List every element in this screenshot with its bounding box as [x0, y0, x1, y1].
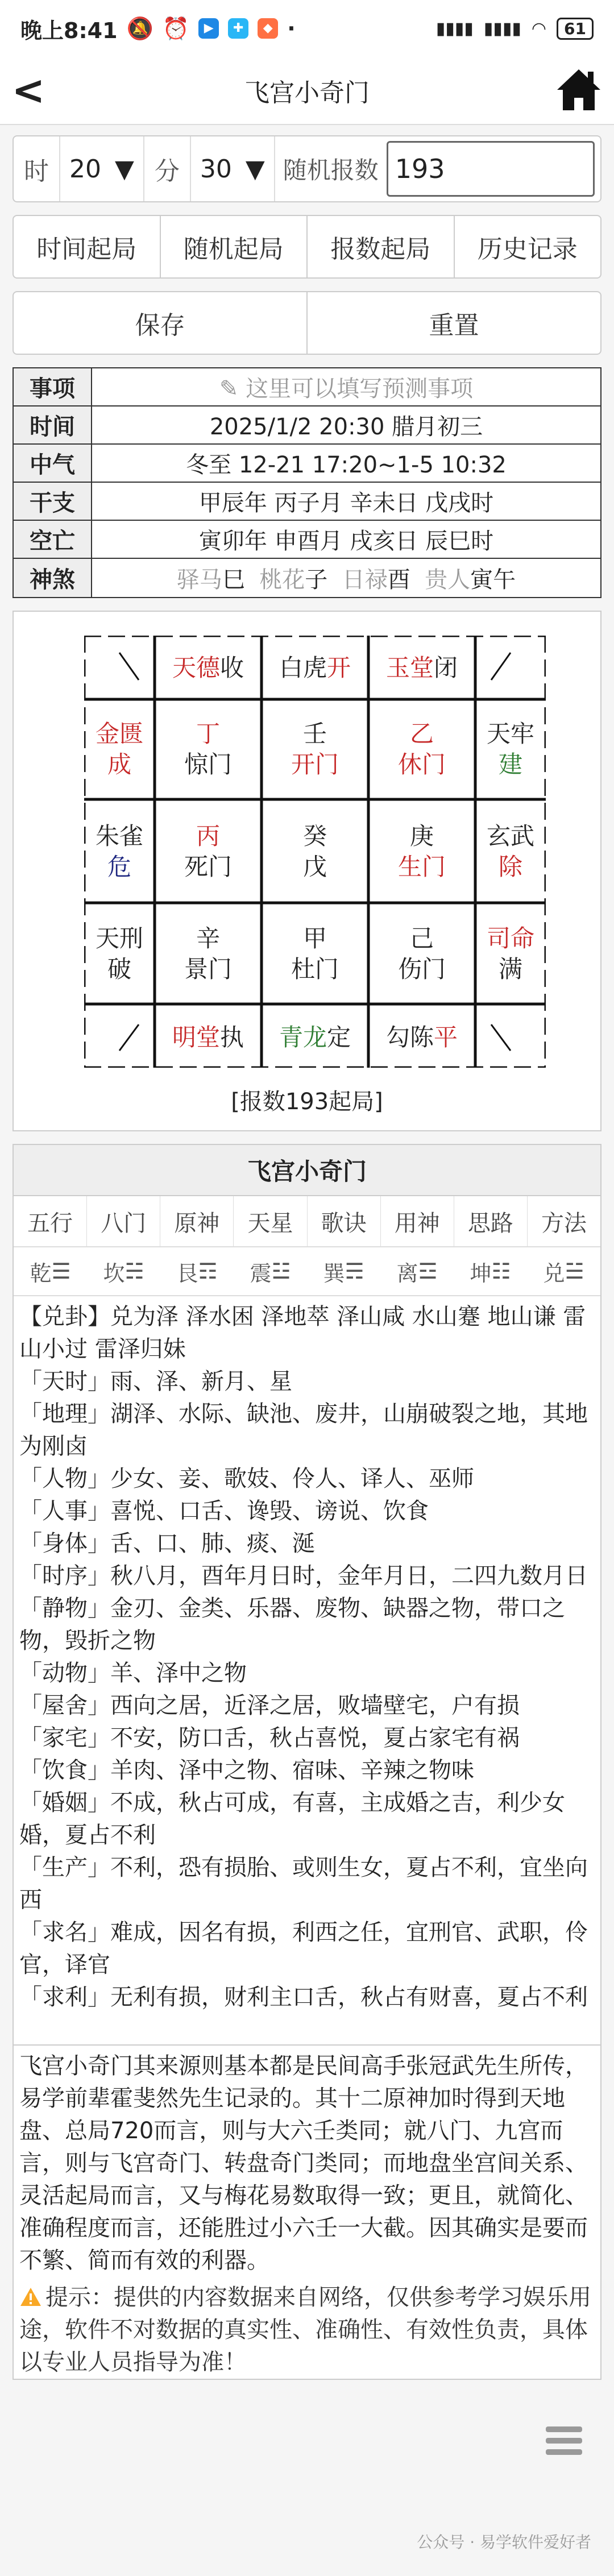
random-number-label: 随机报数 [283, 156, 379, 184]
shensha-name: 贵人 [425, 567, 471, 593]
ganzhi-key: 干支 [14, 483, 92, 520]
trigram-name: 乾 [30, 1260, 52, 1286]
content-line: 「人事」喜悦、口舌、谗毁、谤说、饮食 [19, 1498, 429, 1524]
palace-door: 开门 [291, 750, 339, 778]
hour-value: 20 [69, 154, 101, 184]
god-state: 开 [327, 654, 351, 682]
number-input[interactable]: 193 [387, 141, 595, 197]
tab-zhen[interactable] [234, 1247, 307, 1295]
board-caption: [报数193起局] [231, 1089, 383, 1115]
panel-title: 飞宫小奇门 [14, 1145, 600, 1196]
palace-door: 惊门 [184, 750, 232, 778]
random-start-button[interactable]: 随机起局 [161, 216, 308, 277]
god-state: 闭 [434, 654, 458, 682]
content-line: 「求利」无利有损，财利主口舌，秋占有财喜，夏占不利 [19, 1984, 588, 2010]
disclaimer [14, 2282, 600, 2379]
content-line: 「求名」难成，因名有损，利西之任，宜刑官、武职，伶官，译官 [19, 1919, 588, 1978]
shensha-branch: 寅午 [470, 567, 516, 593]
time-key: 时间 [14, 406, 92, 443]
palace-stem: 丁 [196, 720, 220, 748]
tab-kun[interactable] [454, 1247, 527, 1295]
content-line: 「静物」金刃、金类、乐器、废物、缺器之物，带口之物，毁折之物 [19, 1595, 565, 1654]
content-line: 「家宅」不安，防口舌，秋占喜悦，夏占家宅有祸 [19, 1725, 520, 1751]
disclaimer-text: 提示：提供的内容数据来自网络，仅供参考学习娱乐用途，软件不对数据的真实性、准确性、有效性负责，具体以专业人员指导为准！ [19, 2284, 591, 2375]
qi-key: 中气 [14, 445, 92, 482]
tab-tianxing[interactable]: 天星 [234, 1196, 307, 1246]
shensha-name: 日禄 [342, 567, 388, 593]
status-bar [0, 0, 614, 57]
tab-bamen[interactable]: 八门 [87, 1196, 160, 1246]
top-god-3 [368, 653, 475, 683]
app-bar [0, 57, 614, 125]
info-table [13, 367, 601, 598]
app-icon: ▶ [198, 18, 219, 39]
save-button[interactable]: 保存 [14, 292, 308, 354]
reset-button[interactable]: 重置 [429, 311, 479, 340]
god-state: 平 [434, 1023, 458, 1051]
number-start-button[interactable]: 报数起局 [308, 216, 455, 277]
palace-door: 戊 [302, 853, 327, 881]
palace-stem: 丙 [196, 822, 220, 850]
wifi-icon: ◠ [531, 18, 547, 39]
time-start-button[interactable]: 时间起局 [14, 216, 161, 277]
palace-door: 死门 [184, 853, 232, 881]
tab-li[interactable] [380, 1247, 454, 1295]
palace-stem: 辛 [196, 924, 220, 952]
trigram-name: 坎 [103, 1260, 125, 1286]
god-name: 青龙 [279, 1023, 327, 1051]
board-grid [84, 636, 546, 1068]
time-value: 2025/1/2 20:30 腊月初三 [209, 414, 483, 440]
shensha-branch: 子 [305, 567, 328, 593]
edit-icon: ✎ [219, 376, 246, 402]
trigram-name: 兑 [543, 1260, 565, 1286]
god-state: 收 [220, 654, 244, 682]
content-line: 「饮食」羊肉、泽中之物、宿味、辛辣之物味 [19, 1757, 474, 1783]
god-name: 天牢 [486, 720, 534, 748]
palace-stem: 庚 [409, 822, 434, 850]
trigram-icon: ☴ [345, 1259, 364, 1284]
right-god-1 [475, 719, 546, 780]
content-line: 「时序」秋八月，酉年月日时，金年月日，二四九数月日 [19, 1563, 588, 1589]
god-name: 天刑 [95, 924, 143, 952]
content-line: 「地理」湖泽、水际、缺池、废井，山崩破裂之地，其地为刚卤 [19, 1401, 588, 1459]
left-god-1 [84, 719, 155, 780]
shensha-name: 桃花 [259, 567, 305, 593]
menu-icon[interactable] [546, 2426, 582, 2461]
palace-9[interactable] [368, 923, 475, 985]
trigram-name: 坤 [470, 1260, 492, 1286]
hour-label: 时 [24, 157, 49, 186]
hour-select[interactable] [59, 136, 144, 201]
minute-select[interactable] [190, 136, 275, 201]
app-icon: ◆ [258, 18, 278, 39]
ganzhi-value: 甲辰年 丙子月 辛未日 戊戌时 [198, 490, 494, 516]
god-state: 除 [498, 853, 522, 881]
god-name: 玄武 [486, 822, 534, 850]
tab-kan[interactable] [87, 1247, 160, 1295]
palace-stem: 壬 [302, 720, 327, 748]
event-key: 事项 [14, 368, 92, 405]
palace-door: 生门 [397, 853, 446, 881]
god-state: 执 [220, 1023, 244, 1051]
content-line: 「人物」少女、妾、歌妓、伶人、译人、巫师 [19, 1466, 474, 1492]
palace-door: 杜门 [291, 955, 339, 983]
trigram-icon: ☰ [51, 1259, 71, 1284]
trigram-icon: ☱ [565, 1259, 584, 1284]
trigram-content[interactable] [14, 1296, 600, 2046]
trigram-icon: ☷ [491, 1259, 511, 1284]
trigram-tabs [14, 1247, 600, 1296]
trigram-icon: ☳ [271, 1259, 291, 1284]
palace-3[interactable] [368, 719, 475, 780]
tab-yongshen[interactable]: 用神 [381, 1196, 454, 1246]
kongwang-value: 寅卯年 申酉月 戌亥日 辰巳时 [198, 528, 494, 554]
palace-5[interactable] [262, 821, 368, 882]
god-state: 定 [327, 1023, 351, 1051]
god-state: 危 [107, 853, 131, 881]
trigram-icon: ☵ [125, 1259, 144, 1284]
palace-door: 伤门 [397, 955, 446, 983]
event-placeholder: 这里可以填写预测事项 [246, 376, 474, 402]
page-title: 飞宫小奇门 [244, 78, 370, 107]
alarm-icon: ⏰ [162, 15, 190, 41]
qi-value: 冬至 12-21 17:20~1-5 10:32 [186, 452, 507, 478]
tab-qian[interactable] [14, 1247, 87, 1295]
dropdown-icon: ▼ [115, 154, 134, 184]
god-name: 明堂 [172, 1023, 220, 1051]
top-god-2 [262, 653, 368, 683]
content-line: 「动物」羊、泽中之物 [19, 1660, 247, 1686]
content-line: 「生产」不利，恐有损胎、或则生女，夏占不利，宜坐向西 [19, 1855, 588, 1913]
action-buttons [13, 291, 601, 355]
palace-door: 景门 [184, 955, 232, 983]
content-line: 【兑卦】兑为泽 泽水困 泽地萃 泽山咸 水山蹇 地山谦 雷山小过 雷泽归妹 [19, 1304, 586, 1362]
signal-icon: ▮▮▮▮ [483, 18, 521, 39]
shensha-name: 驿马 [176, 567, 222, 593]
palace-1[interactable] [155, 719, 262, 780]
time-input-row [13, 135, 601, 202]
kongwang-key: 空亡 [14, 521, 92, 558]
right-god-2 [475, 821, 546, 882]
god-name: 勾陈 [385, 1023, 434, 1051]
about-text: 飞宫小奇门其来源则基本都是民间高手张冠武先生所传，易学前辈霍斐然先生记录的。其十二原神加时得到天地盘、总局720而言，则与大六壬类同；就八门、九宫而言，则与飞宫奇门、转盘奇门类同；而地盘坐宫间关系、灵活起局而言，又与梅花易数取得一致；更且，就简化、准确程度而言，还能胜过小六壬一大截。因其确实是要而不繁、简而有效的利器。 [19, 2053, 588, 2274]
tab-fangfa[interactable]: 方法 [541, 1210, 587, 1237]
qimen-board [13, 611, 601, 1131]
trigram-name: 巽 [323, 1260, 345, 1286]
left-god-2 [84, 821, 155, 882]
warning-icon [19, 2287, 42, 2307]
minute-label: 分 [154, 157, 180, 186]
home-icon[interactable] [555, 67, 603, 115]
palace-6[interactable] [368, 821, 475, 882]
shensha-key: 神煞 [14, 559, 92, 597]
shensha-branch: 酉 [387, 567, 410, 593]
topic-tabs [14, 1196, 600, 1247]
god-name: 金匮 [95, 720, 143, 748]
signal-icon: ▮▮▮▮ [435, 18, 474, 39]
history-button[interactable]: 历史记录 [477, 235, 578, 264]
god-name: 司命 [486, 924, 534, 952]
palace-4[interactable] [155, 821, 262, 882]
trigram-name: 艮 [176, 1260, 198, 1286]
palace-2[interactable] [262, 719, 368, 780]
god-name: 白虎 [279, 654, 327, 682]
left-god-3 [84, 923, 155, 985]
event-value[interactable] [92, 371, 600, 403]
god-state: 破 [107, 955, 131, 983]
palace-stem: 己 [409, 924, 434, 952]
tab-dui[interactable] [527, 1247, 600, 1295]
tab-wuxing[interactable]: 五行 [14, 1196, 87, 1246]
tab-xun[interactable] [307, 1247, 380, 1295]
status-time: 晚上8:41 [20, 18, 118, 43]
trigram-name: 震 [250, 1260, 272, 1286]
content-line: 「身体」舌、口、肺、痰、涎 [19, 1530, 315, 1557]
watermark: 公众号 · 易学软件爱好者 [417, 2533, 591, 2552]
bottom-god-3 [368, 1022, 475, 1053]
content-line: 「婚姻」不成，秋占可成，有喜，主成婚之吉，利少女婚，夏占不利 [19, 1790, 565, 1848]
palace-stem: 甲 [302, 924, 327, 952]
minute-value: 30 [200, 154, 232, 184]
palace-7[interactable] [155, 923, 262, 985]
tab-gejue[interactable]: 歌诀 [308, 1196, 381, 1246]
bottom-god-1 [155, 1022, 262, 1053]
palace-stem: 乙 [409, 720, 434, 748]
tab-gen[interactable] [160, 1247, 234, 1295]
palace-8[interactable] [262, 923, 368, 985]
shensha-value [92, 562, 600, 594]
god-state: 成 [107, 750, 131, 778]
back-arrow-icon[interactable]: < [11, 67, 45, 114]
bottom-god-2 [262, 1022, 368, 1053]
god-state: 满 [498, 955, 522, 983]
god-state: 建 [498, 750, 522, 778]
god-name: 朱雀 [95, 822, 143, 850]
trigram-icon: ☶ [198, 1259, 218, 1284]
dot-icon: · [287, 16, 296, 41]
top-god-1 [155, 653, 262, 683]
tab-silu[interactable]: 思路 [454, 1196, 528, 1246]
trigram-name: 离 [396, 1260, 418, 1286]
content-line: 「天时」雨、泽、新月、星 [19, 1368, 292, 1395]
palace-stem: 癸 [302, 822, 327, 850]
god-name: 玉堂 [385, 654, 434, 682]
battery-icon: 61 [557, 18, 594, 40]
shensha-branch: 巳 [222, 567, 245, 593]
tab-yuanshen[interactable]: 原神 [160, 1196, 234, 1246]
mode-buttons [13, 215, 601, 279]
trigram-icon: ☲ [418, 1259, 438, 1284]
dropdown-icon: ▼ [245, 154, 265, 184]
mute-icon: 🔕 [126, 15, 154, 41]
content-line: 「屋舍」西向之居，近泽之居，败墙壁宅，户有损 [19, 1693, 520, 1719]
palace-door: 休门 [397, 750, 446, 778]
right-god-3 [475, 923, 546, 985]
god-name: 天德 [172, 654, 220, 682]
reference-panel [13, 1144, 601, 2380]
app-icon: ✚ [228, 18, 248, 39]
